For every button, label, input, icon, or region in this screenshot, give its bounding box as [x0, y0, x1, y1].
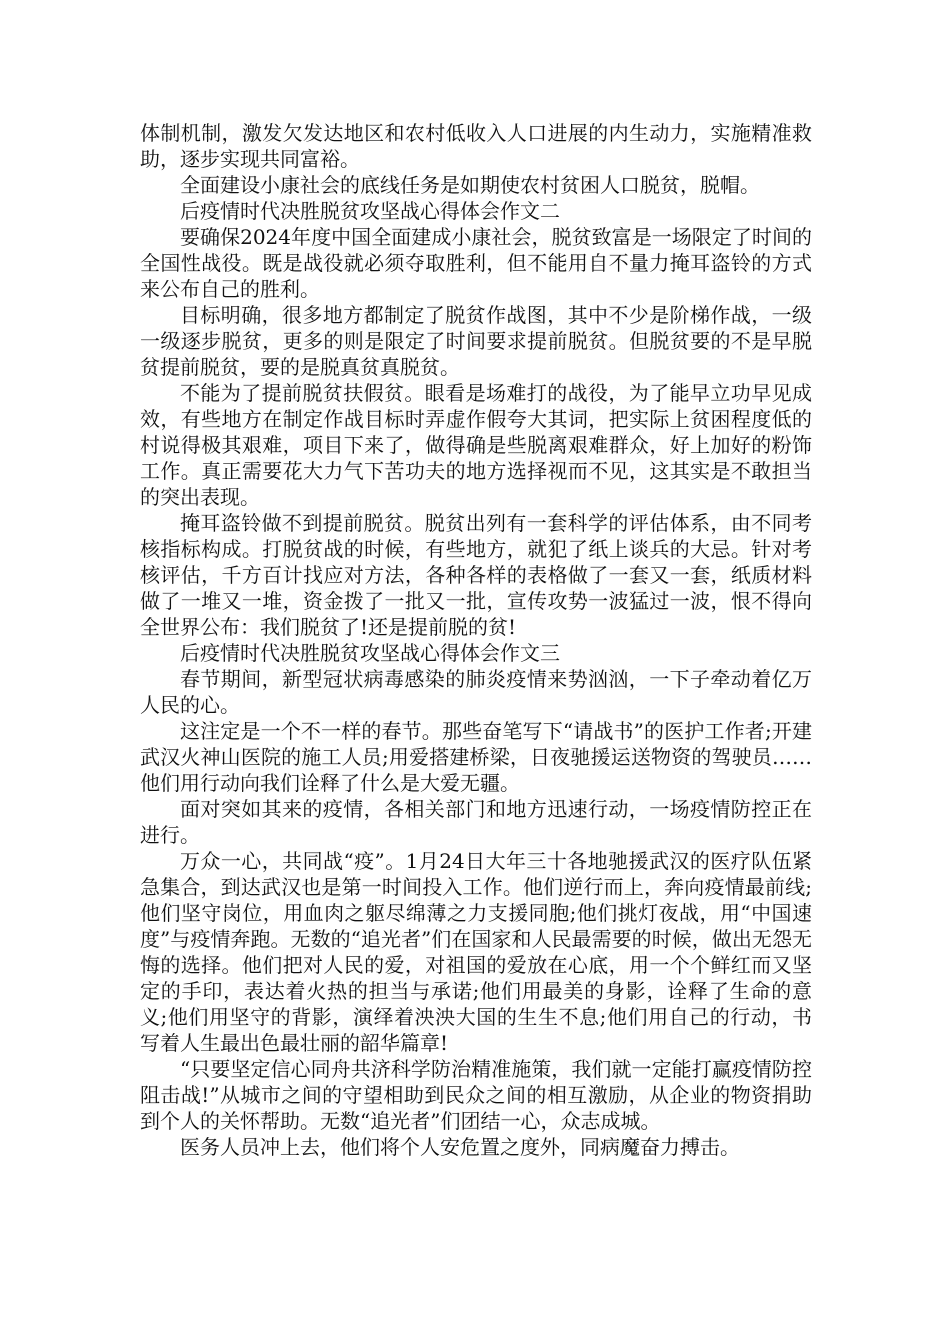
paragraph: 春节期间，新型冠状病毒感染的肺炎疫情来势汹汹，一下子牵动着亿万人民的心。	[140, 667, 812, 717]
paragraph: 要确保2024年度中国全面建成小康社会，脱贫致富是一场限定了时间的全国性战役。既是战役就必须夺取胜利，但不能用自不量力掩耳盗铃的方式来公布自己的胜利。	[140, 225, 812, 301]
section-heading: 后疫情时代决胜脱贫攻坚战心得体会作文二	[180, 199, 560, 223]
paragraph: “只要坚定信心同舟共济科学防治精准施策，我们就一定能打赢疫情防控阻击战!”从城市之间的守望相助到民众之间的相互激励，从企业的物资捐助到个人的关怀帮助。无数“追光者”们团结一心，众志成城。	[140, 1057, 812, 1133]
section-heading: 后疫情时代决胜脱贫攻坚战心得体会作文三	[180, 641, 560, 665]
paragraph: 医务人员冲上去，他们将个人安危置之度外，同病魔奋力搏击。	[180, 1135, 740, 1159]
paragraph: 不能为了提前脱贫扶假贫。眼看是场难打的战役，为了能早立功早见成效，有些地方在制定作战目标时弄虚作假夸大其词，把实际上贫困程度低的村说得极其艰难，项目下来了，做得确是些脱离艰难群众，好上加好的粉饰工作。真正需要花大力气下苦功夫的地方选择视而不见，这其实是不敢担当的突出表现。	[140, 381, 812, 509]
paragraph: 面对突如其来的疫情，各相关部门和地方迅速行动，一场疫情防控正在进行。	[140, 797, 812, 847]
paragraph: 掩耳盗铃做不到提前脱贫。脱贫出列有一套科学的评估体系，由不同考核指标构成。打脱贫战的时候，有些地方，就犯了纸上谈兵的大忌。针对考核评估，千方百计找应对方法，各种各样的表格做了一套又一套，纸质材料做了一堆又一堆，资金拨了一批又一批，宣传攻势一波猛过一波，恨不得向全世界公布：我们脱贫了!还是提前脱的贫!	[140, 511, 812, 639]
paragraph: 这注定是一个不一样的春节。那些奋笔写下“请战书”的医护工作者;开建武汉火神山医院的施工人员;用爱搭建桥梁，日夜驰援运送物资的驾驶员……他们用行动向我们诠释了什么是大爱无疆。	[140, 719, 812, 795]
document-body	[140, 120, 812, 1160]
paragraph: 目标明确，很多地方都制定了脱贫作战图，其中不少是阶梯作战，一级一级逐步脱贫，更多的则是限定了时间要求提前脱贫。但脱贫要的不是早脱贫提前脱贫，要的是脱真贫真脱贫。	[140, 303, 812, 379]
paragraph: 体制机制，激发欠发达地区和农村低收入人口进展的内生动力，实施精准救助，逐步实现共同富裕。	[140, 121, 812, 171]
paragraph: 万众一心，共同战“疫”。1月24日大年三十各地驰援武汉的医疗队伍紧急集合，到达武汉也是第一时间投入工作。他们逆行而上，奔向疫情最前线;他们坚守岗位，用血肉之躯尽绵薄之力支援同胞;他们挑灯夜战，用“中国速度”与疫情奔跑。无数的“追光者”们在国家和人民最需要的时候，做出无怨无悔的选择。他们把对人民的爱，对祖国的爱放在心底，用一个个鲜红而又坚定的手印，表达着火热的担当与承诺;他们用最美的身影，诠释了生命的意义;他们用坚守的背影，演绎着泱泱大国的生生不息;他们用自己的行动，书写着人生最出色最壮丽的韶华篇章!	[140, 849, 812, 1055]
paragraph: 全面建设小康社会的底线任务是如期使农村贫困人口脱贫，脱帽。	[180, 173, 760, 197]
